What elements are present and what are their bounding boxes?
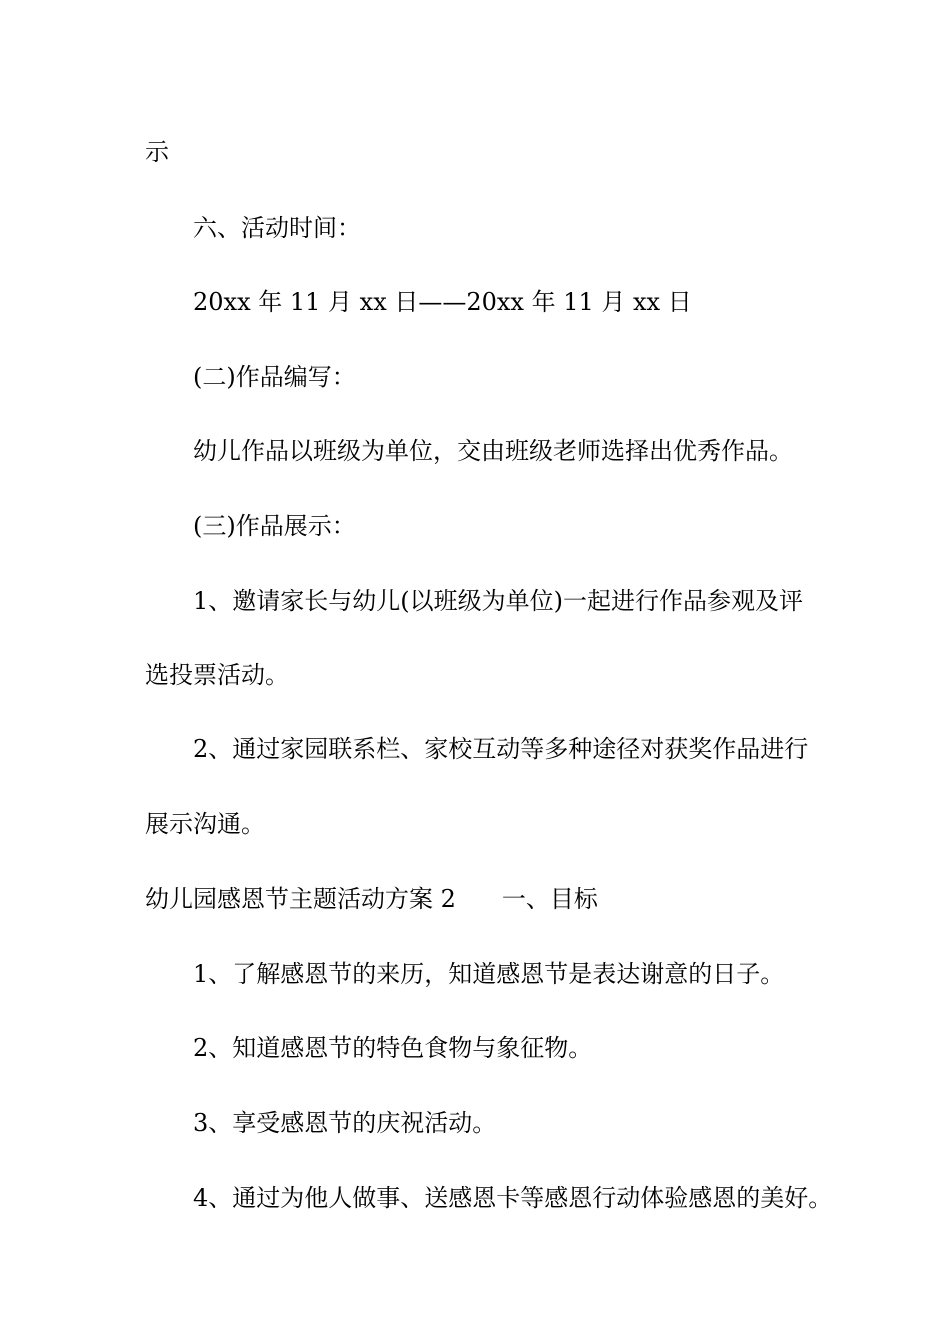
list-item-1-line-1: 1、邀请家长与幼儿(以班级为单位)一起进行作品参观及评	[193, 587, 803, 615]
list-item-2-line-1: 2、通过家园联系栏、家校互动等多种途径对获奖作品进行	[193, 735, 809, 763]
continuation-text: 示	[145, 138, 169, 166]
goal-item-2: 2、知道感恩节的特色食物与象征物。	[193, 1034, 593, 1062]
goal-item-3: 3、享受感恩节的庆祝活动。	[193, 1109, 497, 1137]
list-item-1-line-2: 选投票活动。	[145, 661, 289, 689]
activity-date-range: 20xx 年 11 月 xx 日——20xx 年 11 月 xx 日	[193, 288, 692, 316]
goal-item-4: 4、通过为他人做事、送感恩卡等感恩行动体验感恩的美好。	[193, 1184, 833, 1212]
paragraph-works-selection: 幼儿作品以班级为单位，交由班级老师选择出优秀作品。	[193, 437, 793, 465]
plan-2-title: 幼儿园感恩节主题活动方案 2	[145, 885, 456, 913]
subheading-works-display: (三)作品展示：	[193, 512, 356, 540]
subheading-works-writing: (二)作品编写：	[193, 363, 356, 391]
list-item-2-line-2: 展示沟通。	[145, 810, 265, 838]
goal-item-1: 1、了解感恩节的来历，知道感恩节是表达谢意的日子。	[193, 960, 785, 988]
goals-heading: 一、目标	[501, 885, 598, 913]
section-six-heading: 六、活动时间：	[193, 214, 361, 242]
plan-2-title-line	[145, 883, 598, 915]
